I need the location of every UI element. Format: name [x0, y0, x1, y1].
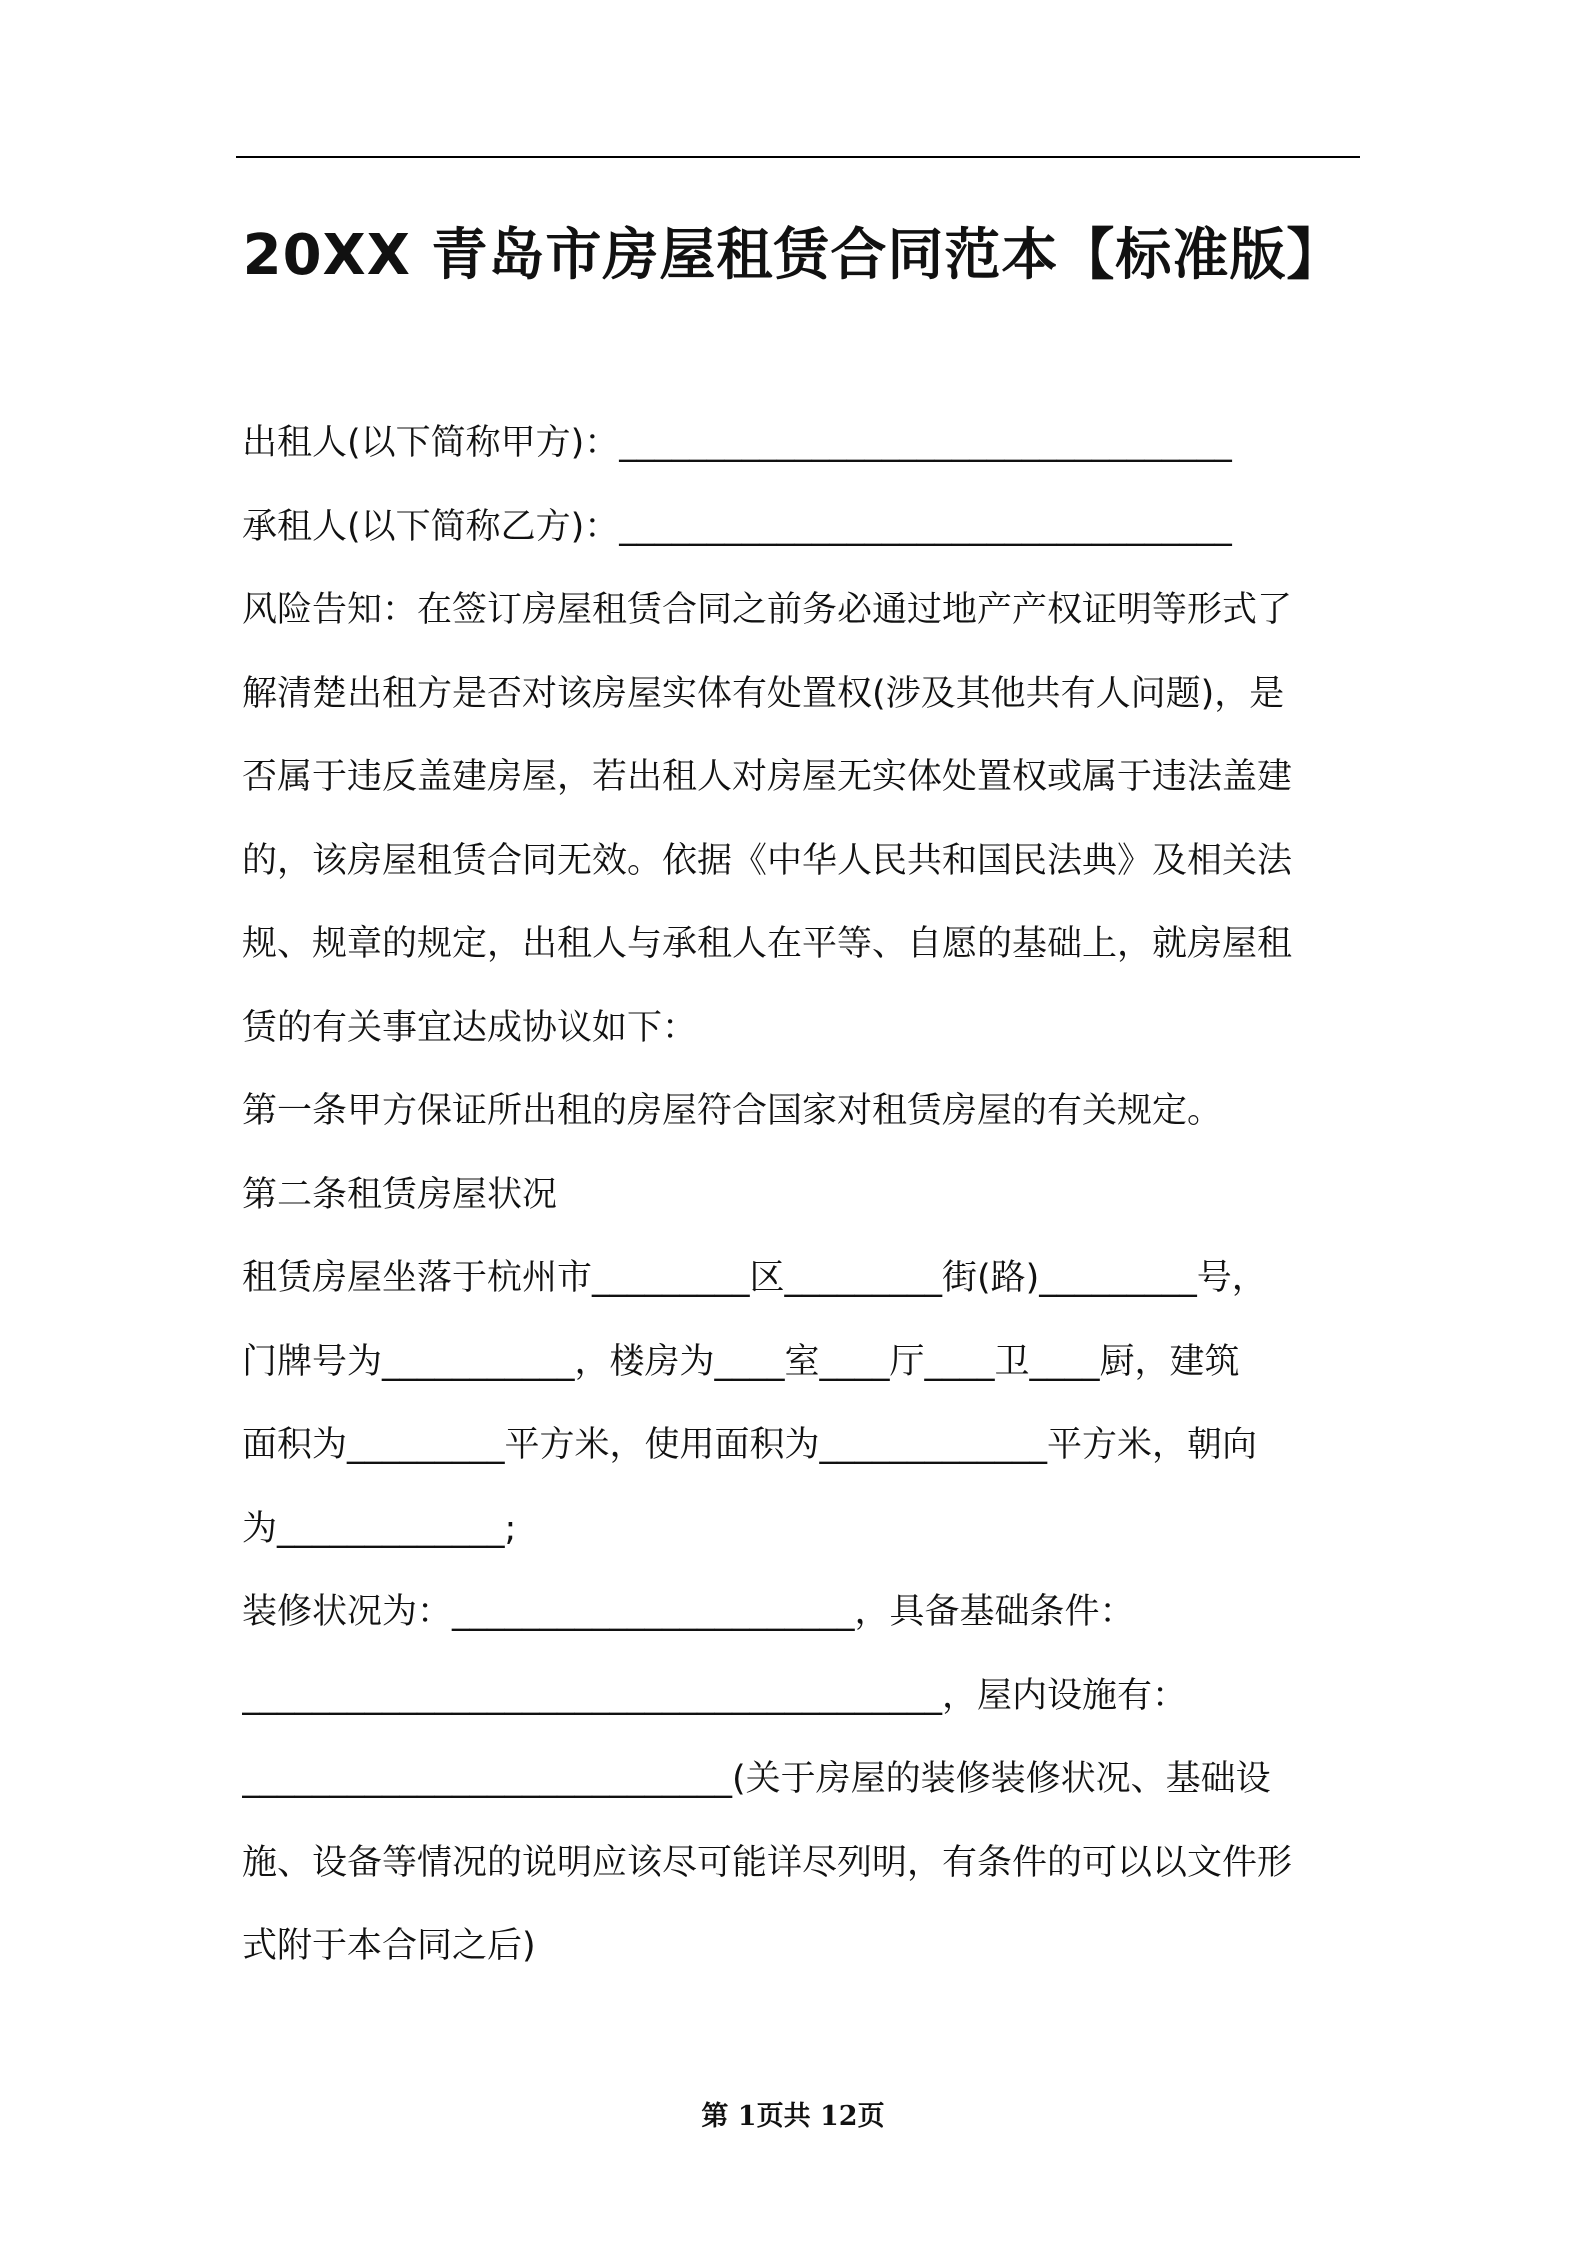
document-body [242, 402, 1362, 1989]
decoration-line: 装修状况为：_______________________，具备基础条件： [242, 1592, 1135, 1632]
risk-notice-line: 规、规章的规定，出租人与承租人在平等、自愿的基础上，就房屋租 [242, 924, 1293, 964]
risk-notice-line: 赁的有关事宜达成协议如下： [242, 1007, 698, 1048]
risk-notice-line: 的，该房屋租赁合同无效。依据《中华人民共和国民法典》及相关法 [242, 840, 1293, 881]
property-layout-line: 门牌号为___________，楼房为____室____厅____卫____厨，建筑 [242, 1341, 1240, 1382]
property-orientation-line: 为_____________; [242, 1508, 517, 1549]
facilities-note-line: ____________________________(关于房屋的装修装修状况、基础设 [242, 1759, 1271, 1799]
lessor-line: 出租人(以下简称甲方)：___________________________________ [242, 423, 1232, 463]
header-rule [236, 156, 1360, 158]
page-number: 第 1页共 12页 [701, 2101, 885, 2132]
facilities-note-line: 施、设备等情况的说明应该尽可能详尽列明，有条件的可以以文件形 [242, 1842, 1293, 1883]
property-area-line: 面积为_________平方米，使用面积为_____________平方米，朝向 [242, 1425, 1258, 1465]
article-1-line: 第一条甲方保证所出租的房屋符合国家对租赁房屋的有关规定。 [242, 1091, 1223, 1131]
facilities-note-line: 式附于本合同之后) [242, 1926, 536, 1966]
lessee-line: 承租人(以下简称乙方)：___________________________________ [242, 506, 1232, 547]
risk-notice-line: 解清楚出租方是否对该房屋实体有处置权(涉及其他共有人问题)，是 [242, 673, 1285, 714]
facilities-line: ________________________________________，屋内设施有： [242, 1675, 1188, 1716]
property-location-line: 租赁房屋坐落于杭州市_________区_________街(路)_________号， [242, 1258, 1267, 1298]
risk-notice-line: 否属于违反盖建房屋，若出租人对房屋无实体处置权或属于违法盖建 [242, 757, 1293, 797]
document-title: 20XX 青岛市房屋租赁合同范本【标准版】 [242, 223, 1344, 288]
risk-notice-line: 风险告知：在签订房屋租赁合同之前务必通过地产产权证明等形式了 [242, 590, 1293, 630]
article-2-heading: 第二条租赁房屋状况 [242, 1174, 558, 1215]
